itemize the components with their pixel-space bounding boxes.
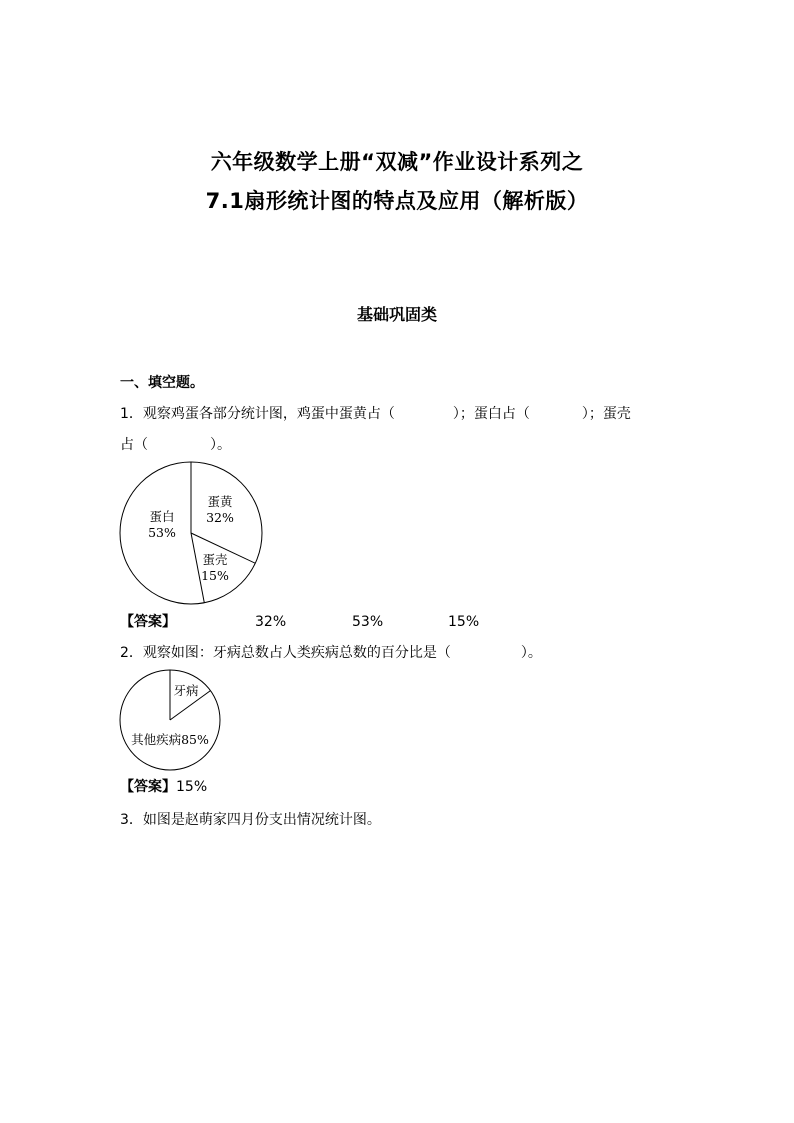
slice-name-label: 蛋黄 (207, 494, 233, 509)
question-2-line-1 (120, 644, 542, 662)
question-2-answer-row (120, 778, 207, 796)
question-text: ）；蛋壳 (581, 406, 631, 422)
question-text: ）。 (520, 645, 542, 661)
document-title-line-1: 六年级数学上册“双减”作业设计系列之 (210, 150, 584, 174)
slice-name-label: 其他疾病85% (131, 732, 209, 747)
pie-slice-label (131, 732, 209, 747)
question-3-line-1 (120, 811, 381, 829)
pie-slice-label (148, 509, 176, 540)
question-1-line-2 (120, 436, 231, 454)
question-number: 3． (120, 812, 143, 828)
answer-value: 15% (448, 614, 480, 630)
question-text: ）；蛋白占（ (452, 406, 530, 422)
answer-value: 15% (176, 779, 208, 795)
pie-slice-label (173, 683, 199, 698)
section-heading: 基础巩固类 (356, 305, 437, 324)
question-text: 观察如图：牙病总数占人类疾病总数的百分比是（ (142, 645, 451, 661)
slice-value-label: 53% (148, 525, 176, 540)
document-title-line-2: 7.1扇形统计图的特点及应用（解析版） (205, 189, 589, 213)
slice-value-label: 32% (206, 510, 234, 525)
answer-value: 32% (255, 614, 287, 630)
question-number: 2． (120, 645, 143, 661)
question-text: ）。 (210, 437, 231, 453)
slice-value-label: 15% (201, 568, 229, 583)
disease-pie-chart (118, 668, 224, 774)
answer-label: 【答案】 (120, 614, 176, 630)
answer-value: 53% (352, 614, 384, 630)
question-text: 如图是赵萌家四月份支出情况统计图。 (142, 812, 381, 828)
pie-slice-label (206, 494, 234, 525)
slice-name-label: 牙病 (173, 683, 199, 698)
egg-composition-pie-chart (118, 460, 264, 606)
part-heading: 一、填空题。 (120, 375, 204, 391)
question-text: 占（ (120, 437, 148, 453)
question-number: 1． (120, 406, 143, 422)
question-1-line-1 (120, 405, 631, 423)
question-1-answer-row (120, 613, 176, 631)
question-text: 观察鸡蛋各部分统计图，鸡蛋中蛋黄占（ (142, 406, 395, 422)
pie-slice-label (201, 552, 229, 583)
answer-label: 【答案】 (120, 779, 176, 795)
slice-name-label: 蛋壳 (202, 552, 228, 567)
slice-name-label: 蛋白 (149, 509, 175, 524)
